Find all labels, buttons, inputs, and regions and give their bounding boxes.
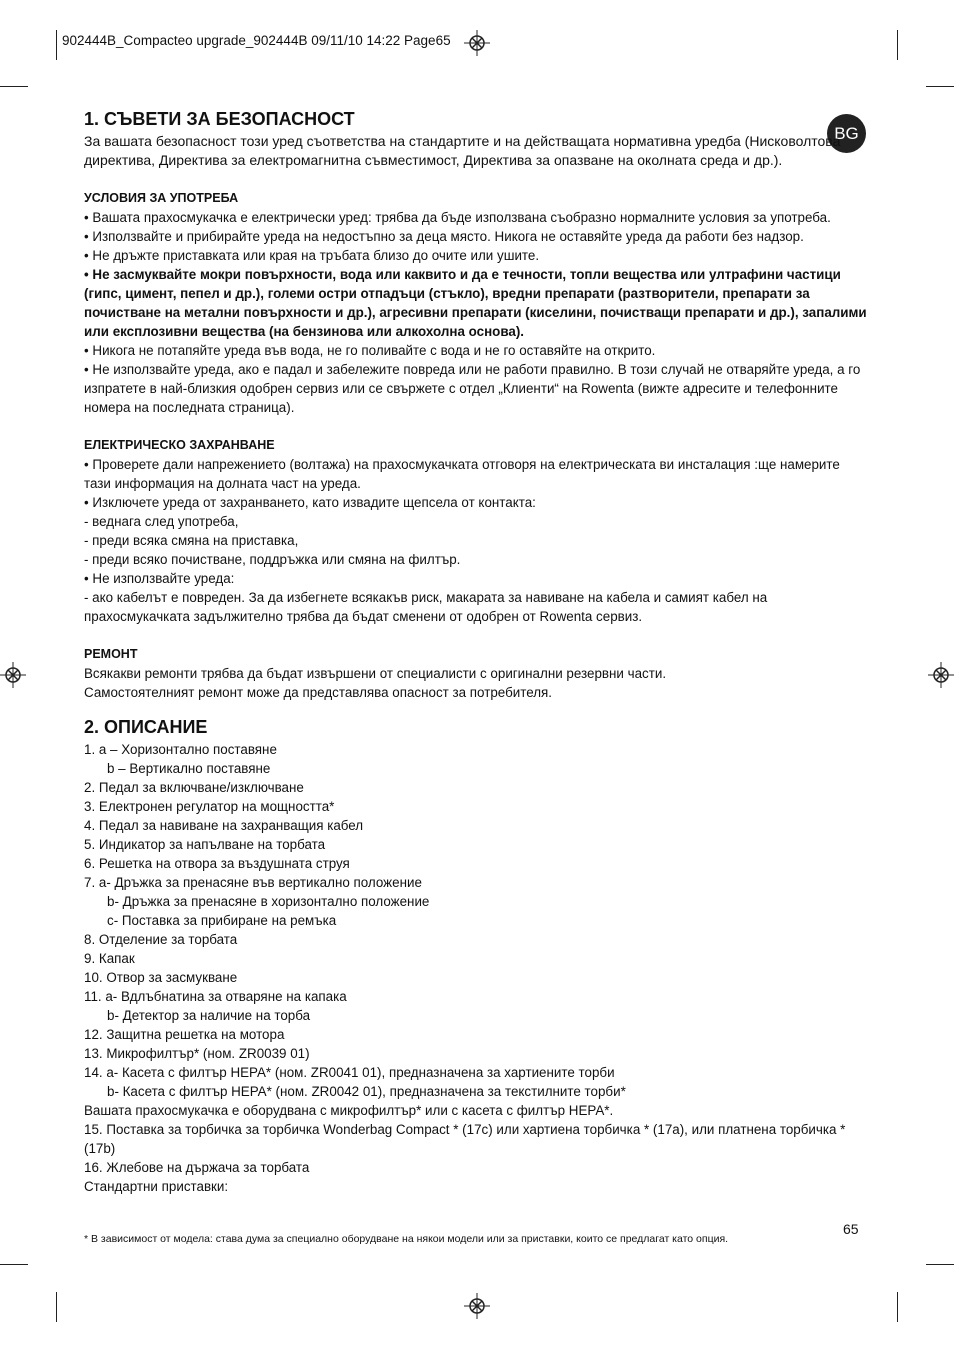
- usage-item: • Използвайте и прибирайте уреда на недостъпно за деца място. Никога не оставяйте уреда да работи без надзор.: [84, 229, 804, 244]
- description-item: Вашата прахосмукачка е оборудвана с микрофилтър* или с касета с филтър HEPA*.: [84, 1103, 614, 1118]
- description-item: b – Вертикално поставяне: [107, 761, 271, 776]
- power-item: • Не използвайте уреда:: [84, 571, 235, 586]
- crop-mark: [926, 86, 954, 87]
- description-item: 16. Жлебове на държача за торбата: [84, 1160, 310, 1175]
- usage-item: • Никога не потапяйте уреда във вода, не го поливайте с вода и не го оставяйте на открито.: [84, 343, 656, 358]
- crop-mark: [926, 1264, 954, 1265]
- usage-warning: [84, 265, 868, 341]
- description-item: 4. Педал за навиване на захранващия кабел: [84, 818, 364, 833]
- description-item: 9. Капак: [84, 951, 135, 966]
- registration-mark-icon: [0, 662, 26, 688]
- usage-heading: УСЛОВИЯ ЗА УПОТРЕБА: [84, 191, 239, 205]
- bullet: •: [84, 267, 93, 282]
- usage-item: • Не дръжте приставката или края на тръбата близо до очите или ушите.: [84, 248, 540, 263]
- crop-mark: [897, 1292, 898, 1322]
- crop-mark: [56, 1292, 57, 1322]
- page-number: 65: [843, 1221, 859, 1237]
- page-content: [84, 108, 868, 1196]
- language-badge: BG: [827, 114, 866, 153]
- registration-mark-icon: [464, 1293, 490, 1319]
- repair-item: Всякакви ремонти трябва да бъдат извършени от специалисти с оригинални резервни части.: [84, 666, 667, 681]
- crop-mark: [0, 1264, 28, 1265]
- print-slug: 902444B_Compacteo upgrade_902444B 09/11/10 14:22 Page65: [62, 33, 451, 48]
- description-item: b- Касета с филтър HEPA* (ном. ZR0042 01), предназначена за текстилните торби*: [107, 1084, 626, 1099]
- crop-mark: [0, 86, 28, 87]
- description-item: 10. Отвор за засмукване: [84, 970, 238, 985]
- description-item: 1. a – Хоризонтално поставяне: [84, 742, 277, 757]
- description-item: c- Поставка за прибиране на ремъка: [107, 913, 337, 928]
- power-heading: ЕЛЕКТРИЧЕСКО ЗАХРАНВАНЕ: [84, 438, 275, 452]
- description-item: b- Детектор за наличие на торба: [107, 1008, 311, 1023]
- description-item: Стандартни приставки:: [84, 1179, 229, 1194]
- repair-item: Самостоятелният ремонт може да представлява опасност за потребителя.: [84, 685, 553, 700]
- footnote: * В зависимост от модела: става дума за специално оборудване на някои модели или за приставки, които се предлагат като опция.: [84, 1233, 729, 1245]
- section-title-description: 2. ОПИСАНИЕ: [84, 717, 208, 737]
- safety-intro: За вашата безопасност този уред съответства на стандартите и на действащата нормативна уредба (Нисковолтова директива, Директива за електромагнитна съвместимост, Директива за опазване на околната среда и др.).: [84, 133, 841, 168]
- power-item: • Проверете дали напрежението (волтажа) на прахосмукачката отговоря на електрическата ви инсталация :ще намерите тази информация на долната част на уреда.: [84, 457, 840, 491]
- crop-mark: [897, 30, 898, 60]
- description-item: 13. Микрофилтър* (ном. ZR0039 01): [84, 1046, 310, 1061]
- power-item: - преди всяка смяна на приставка,: [84, 533, 299, 548]
- description-list: [84, 740, 868, 1196]
- description-item: 7. a- Дръжка за пренасяне във вертикално положение: [84, 875, 422, 890]
- registration-mark-icon: [928, 662, 954, 688]
- power-item: • Изключете уреда от захранването, като извадите щепсела от контакта:: [84, 495, 536, 510]
- description-item: 12. Защитна решетка на мотора: [84, 1027, 285, 1042]
- description-item: 6. Решетка на отвора за въздушната струя: [84, 856, 350, 871]
- usage-warning-text: Не засмуквайте мокри повърхности, вода или каквито и да е течности, топли вещества или ултрафини частици (гипс, цимент, пепел и др.), големи остри отпадъци (стъкло), вредни препарати (разтворители, препарати за почистване на метални повърхности и др.), агресивни препарати (киселини, почистващи препарати и др.), запалими или експлозивни вещества (на бензинова или алкохолна основа).: [84, 267, 867, 339]
- usage-item: • Вашата прахосмукачка е електрически уред: трябва да бъде използвана съобразно нормалните условия за употреба.: [84, 210, 831, 225]
- section-title-safety: 1. СЪВЕТИ ЗА БЕЗОПАСНОСТ: [84, 109, 355, 129]
- description-item: 3. Електронен регулатор на мощността*: [84, 799, 335, 814]
- description-item: 8. Отделение за торбата: [84, 932, 238, 947]
- crop-mark: [56, 30, 57, 60]
- power-item: - преди всяко почистване, поддръжка или смяна на филтър.: [84, 552, 461, 567]
- description-item: 11. a- Вдлъбнатина за отваряне на капака: [84, 989, 347, 1004]
- power-item: - веднага след употреба,: [84, 514, 239, 529]
- description-item: 2. Педал за включване/изключване: [84, 780, 304, 795]
- description-item: 15. Поставка за торбичка за торбичка Wonderbag Compact * (17c) или хартиена торбичка * (17a), или платнена торбичка * (17b): [84, 1122, 846, 1156]
- description-item: 5. Индикатор за напълване на торбата: [84, 837, 326, 852]
- usage-item: • Не използвайте уреда, ако е падал и забележите повреда или не работи правилно. В този случай не отваряйте уреда, а го изпратете в най-близкия одобрен сервиз или се свържете с отдел „Клиенти“ на Rowenta (вижте адресите и телефонните номера на последната страница).: [84, 362, 861, 415]
- power-item: - ако кабелът е повреден. За да избегнете всякакъв риск, макарата за навиване на кабела и самият кабел на прахосмукачката задължително трябва да бъдат сменени от одобрен от Rowenta сервиз.: [84, 590, 768, 624]
- registration-mark-icon: [464, 30, 490, 56]
- description-item: 14. a- Касета с филтър HEPA* (ном. ZR0041 01), предназначена за хартиените торби: [84, 1065, 615, 1080]
- description-item: b- Дръжка за пренасяне в хоризонтално положение: [107, 894, 430, 909]
- repair-heading: РЕМОНТ: [84, 647, 138, 661]
